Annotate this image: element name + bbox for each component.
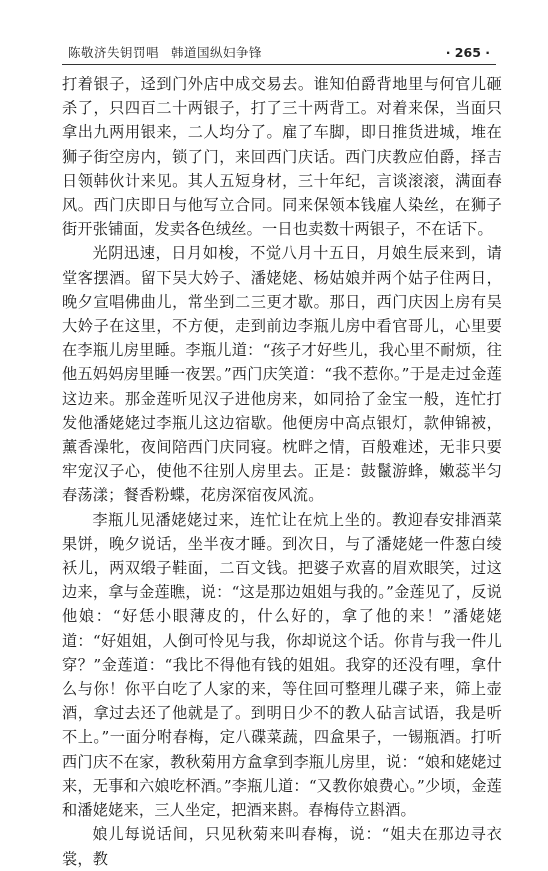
paragraph: 娘儿每说话间，只见秋菊来叫春梅，说：“姐夫在那边寻衣裳，教 [62, 825, 502, 868]
running-header [68, 42, 490, 62]
chapter-title [68, 43, 262, 61]
paragraph: 光阴迅速，日月如梭，不觉八月十五日，月娘生辰来到，请堂客摆酒。留下吴大妗子、潘姥姥、杨姑娘并两个姑子住两日，晚夕宣唱佛曲儿，常坐到二三更才歇。那日，西门庆因上房有吴大妗子在这里，不方便，走到前边李瓶儿房中看官哥儿，心里要在李瓶儿房里睡。李瓶儿道：“孩子才好些儿，我心里不耐烦，往他五妈妈房里睡一夜罢。”西门庆笑道：“我不惹你。”于是走过金莲这边来。那金莲听见汉子进他房来，如同拾了金宝一般，连忙打发他潘姥姥过李瓶儿这边宿歇。他便房中高点银灯，款伸锦被，薰香澡牝，夜间陪西门庆同寝。枕畔之情，百般难述，无非只要牢宠汉子心，使他不往别人房里去。正是：鼓鬣游蜂，嫩蕊半匀春荡漾；餐香粉蝶，花房深宿夜风流。 [62, 244, 502, 505]
chapter-title-left: 陈敬济失钥罚唱 [68, 45, 160, 60]
paragraph: 打着银子，迳到门外店中成交易去。谁知伯爵背地里与何官儿砸杀了，只四百二十两银子，打了三十两背工。对着来保，当面只拿出九两用银来，二人均分了。雇了车脚，即日推货进城，堆在狮子街空房内，锁了门，来回西门庆话。西门庆教应伯爵，择吉日领韩伙计来见。其人五短身材，三十年纪，言谈滚滚，满面春风。西门庆即日与他写立合同。同来保领本钱雇人染丝，在狮子街开张铺面，发卖各色绒丝。一日也卖数十两银子，不在话下。 [62, 75, 502, 239]
paragraph: 李瓶儿见潘姥姥过来，连忙让在炕上坐的。教迎春安排酒菜果饼，晚夕说话，坐半夜才睡。到次日，与了潘姥姥一件葱白绫袄儿，两双缎子鞋面，二百文钱。把婆子欢喜的眉欢眼笑，过这边来，拿与金莲瞧，说：“这是那边姐姐与我的。”金莲见了，反说他娘：“好恁小眼薄皮的，什么好的，拿了他的来！”潘姥姥道：“好姐姐，人倒可怜见与我，你却说这个话。你肯与我一件儿穿？”金莲道：“我比不得他有钱的姐姐。我穿的还没有哩，拿什么与你！你平白吃了人家的来，等住回可整理儿碟子来，筛上壶酒，拿过去还了他就是了。到明日少不的教人砧言试语，我是听不上。”一面分咐春梅，定八碟菜蔬，四盒果子，一锡瓶酒。打听西门庆不在家，教秋菊用方盒拿到李瓶儿房里，说：“娘和姥姥过来，无事和六娘吃杯酒。”李瓶儿道：“又教你娘费心。”少顷，金莲和潘姥姥来，三人坐定，把酒来斟。春梅侍立斟酒。 [62, 510, 502, 820]
page-body [62, 72, 502, 871]
chapter-title-right: 韩道国纵妇争锋 [171, 45, 263, 60]
page-number: · 265 · [445, 44, 490, 60]
header-rule [62, 64, 496, 65]
